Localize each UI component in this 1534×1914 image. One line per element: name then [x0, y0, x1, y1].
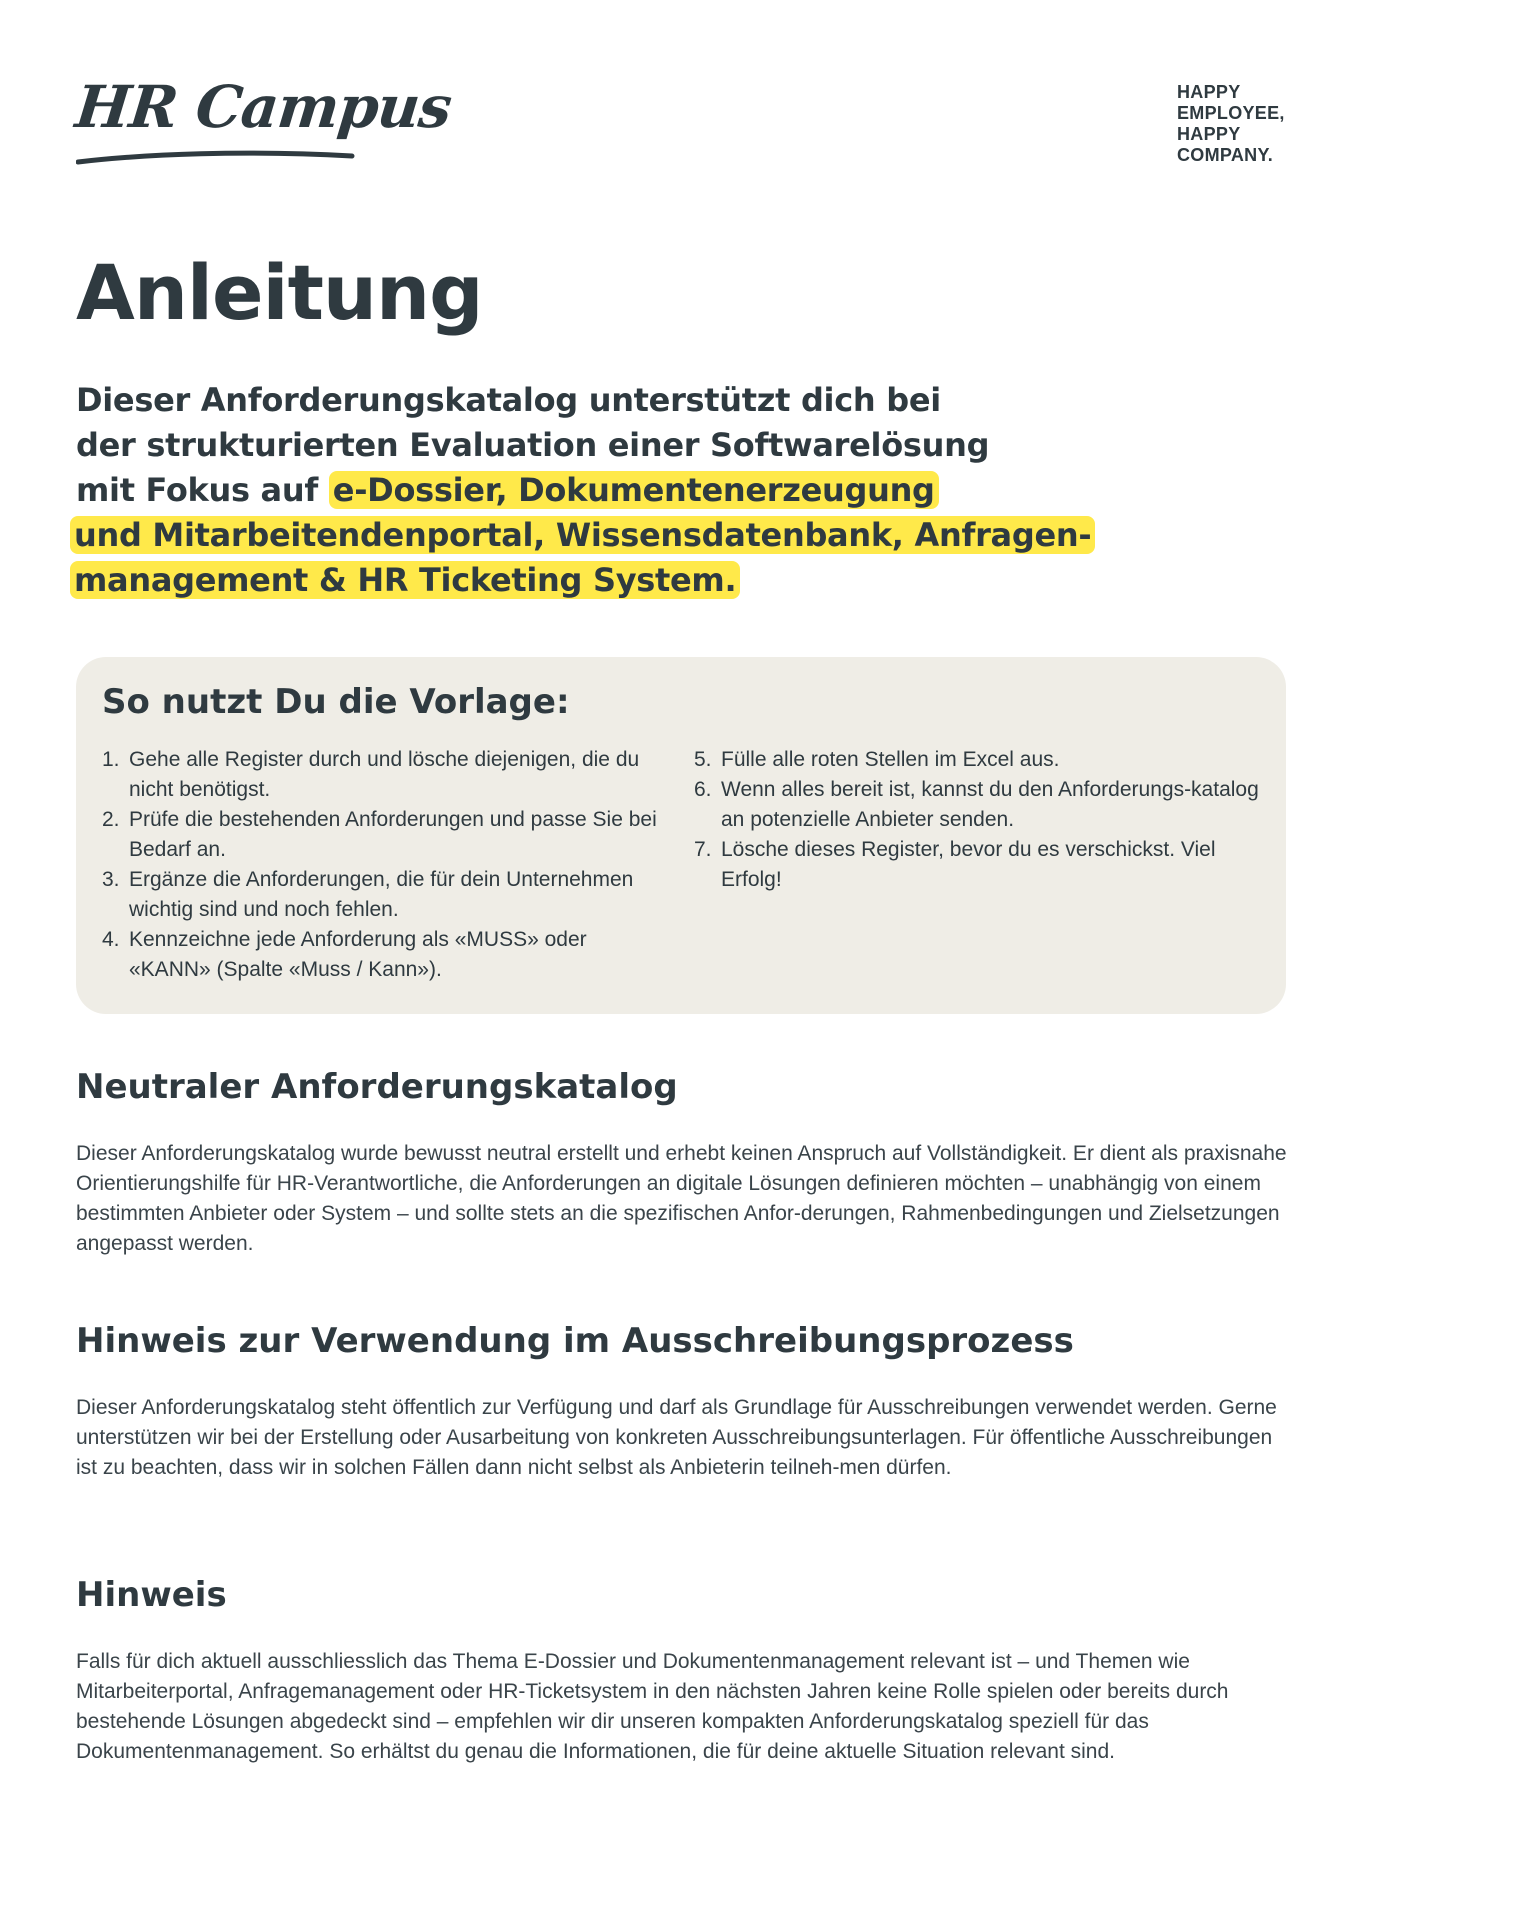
list-item: [694, 745, 1274, 775]
section-text-neutral: Dieser Anforderungskatalog wurde bewusst neutral erstellt und erhebt keinen Anspruch auf Vollständigkeit. Er dient als praxisnahe Orientierungshilfe für HR-Verantwortliche, die Anforderungen an digitale Lösungen definieren möchten – unabhängig von einem bestimmten Anbieter oder System – und sollte stets an die spezifischen Anfor-derungen, Rahmenbedingungen und Zielsetzungen angepasst werden.: [76, 1142, 1287, 1255]
instructions-box: [76, 657, 1286, 1014]
intro-text: mit Fokus auf: [76, 471, 329, 509]
step-number: 1.: [102, 748, 120, 771]
list-item: [694, 775, 1274, 835]
intro-highlight: management & HR Ticketing System.: [70, 561, 740, 599]
tagline-line: HAPPY: [1177, 82, 1241, 102]
steps-list-right: [694, 745, 1274, 895]
list-item: [694, 835, 1274, 895]
intro-paragraph: [76, 378, 1096, 603]
tagline: [1177, 82, 1285, 166]
section-heading-hinweis: Hinweis: [76, 1575, 227, 1615]
tagline-line: COMPANY.: [1177, 145, 1274, 165]
logo-wordmark: HR Campus: [72, 73, 455, 141]
step-text: Fülle alle roten Stellen im Excel aus.: [721, 748, 1060, 771]
instructions-heading: So nutzt Du die Vorlage:: [102, 682, 570, 722]
page-title: Anleitung: [76, 248, 483, 337]
section-heading-tender: Hinweis zur Verwendung im Ausschreibungsprozess: [76, 1321, 1074, 1361]
hr-campus-logo: [72, 73, 455, 168]
list-item: [102, 805, 662, 865]
list-item: [102, 865, 662, 925]
step-number: 4.: [102, 928, 120, 951]
step-number: 6.: [694, 778, 712, 801]
section-text-tender: Dieser Anforderungskatalog steht öffentlich zur Verfügung und darf als Grundlage für Ausschreibungen verwendet werden. Gerne unterstützen wir bei der Erstellung oder Ausarbeitung von konkreten Ausschreibungsunterlagen. Für öffentliche Ausschreibungen ist zu beachten, dass wir in solchen Fällen dann nicht selbst als Anbieterin teilneh-men dürfen.: [76, 1396, 1277, 1479]
step-number: 7.: [694, 838, 712, 861]
tagline-line: EMPLOYEE,: [1177, 103, 1285, 123]
intro-line: Dieser Anforderungskatalog unterstützt dich bei: [76, 381, 941, 419]
step-text: Wenn alles bereit ist, kannst du den Anforderungs-katalog an potenzielle Anbieter senden.: [721, 778, 1259, 831]
section-heading-neutral: Neutraler Anforderungskatalog: [76, 1067, 678, 1107]
intro-line: [76, 468, 1096, 513]
list-item: [102, 925, 662, 985]
step-number: 3.: [102, 868, 120, 891]
intro-highlight: und Mitarbeitendenportal, Wissensdatenbank, Anfragen-: [70, 516, 1095, 554]
step-number: 5.: [694, 748, 712, 771]
tagline-line: HAPPY: [1177, 124, 1241, 144]
intro-line: der strukturierten Evaluation einer Softwarelösung: [76, 426, 990, 464]
step-text: Ergänze die Anforderungen, die für dein Unternehmen wichtig sind und noch fehlen.: [129, 868, 634, 921]
intro-line: [76, 558, 1096, 603]
step-text: Lösche dieses Register, bevor du es verschickst. Viel Erfolg!: [721, 838, 1216, 891]
step-text: Gehe alle Register durch und lösche diejenigen, die du nicht benötigst.: [129, 748, 640, 801]
step-text: Prüfe die bestehenden Anforderungen und passe Sie bei Bedarf an.: [129, 808, 657, 861]
steps-list-left: [102, 745, 662, 985]
section-text-hinweis: Falls für dich aktuell ausschliesslich das Thema E-Dossier und Dokumentenmanagement relevant ist – und Themen wie Mitarbeiterportal, Anfragemanagement oder HR-Ticketsystem in den nächsten Jahren keine Rolle spielen oder bereits durch bestehende Lösungen abgedeckt sind – empfehlen wir dir unseren kompakten Anforderungskatalog speziell für das Dokumentenmanagement. So erhältst du genau die Informationen, die für deine aktuelle Situation relevant sind.: [76, 1650, 1229, 1763]
list-item: [102, 745, 662, 805]
step-text: Kennzeichne jede Anforderung als «MUSS» oder «KANN» (Spalte «Muss / Kann»).: [129, 928, 587, 981]
logo-underline-icon: [76, 148, 356, 168]
intro-line: [76, 513, 1096, 558]
step-number: 2.: [102, 808, 120, 831]
intro-highlight: e-Dossier, Dokumentenerzeugung: [329, 471, 939, 509]
